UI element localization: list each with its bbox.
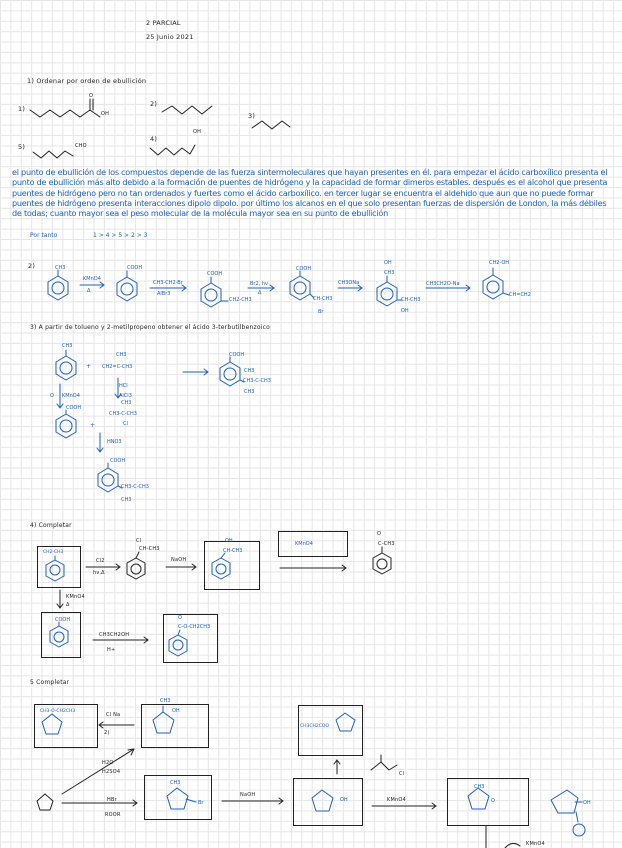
q5-ketone-ch3: CH3 (474, 784, 485, 790)
q3-reagent-hno3: HNO3 (107, 439, 122, 445)
page-date: 25 Junio 2021 (146, 33, 194, 41)
q2-br-label: Br (318, 309, 324, 315)
q2-reagent-ethylbromide: CH3-CH2-Br (153, 280, 183, 286)
boiling-order: 1 > 4 > 5 > 2 > 3 (93, 232, 148, 239)
q3-tbucl: CH3-C-CH3 (109, 411, 137, 417)
q3-tbu-label: CH3-C-CH3 (243, 378, 271, 384)
q5-oh-label: OH (172, 708, 180, 714)
q2-reagent-ch3ona: CH3ONa (338, 280, 360, 286)
q3-final-ch3: CH3 (121, 497, 132, 503)
q2-o-label: OH (401, 308, 409, 314)
page-title: 2 PARCIAL (146, 19, 181, 27)
q5-ether-label: CH3-O-CH2CH3 (40, 709, 76, 714)
question-4-prompt: 4) Completar (30, 522, 72, 529)
q5-reagent-roor: ROOR (105, 812, 121, 818)
q3-reagent-alcl3: AlCl3 (119, 393, 132, 399)
q3-cooh-label-2: COOH (66, 405, 82, 411)
q4-chch3-label-2: CH-CH3 (223, 548, 243, 554)
q5-br-label: Br (198, 800, 204, 806)
q2-reagent-ethoxide: CH3CH2O-Na (426, 281, 460, 287)
q3-ch3-label: CH3 (62, 343, 73, 349)
q4-reagent-hv: hν,Δ (93, 570, 105, 576)
q3-tbucl-cl: Cl (123, 421, 128, 427)
q2-reagent-kmno4: KMnO4 (83, 276, 101, 282)
carbonyl-o-label: O (89, 93, 94, 99)
q3-plus: + (86, 363, 92, 370)
q4-oh-label: OH (225, 538, 233, 544)
q5-oh-label-2: OH (340, 797, 348, 803)
compound-5-number: 5) (18, 143, 26, 151)
q2-chch3-label: CH-CH3 (313, 296, 333, 302)
compound-4-number: 4) (150, 135, 158, 143)
q2-oh-label: OH (384, 260, 392, 266)
compound-2-number: 2) (150, 100, 158, 108)
q2-ethyl-label: CH2-CH3 (229, 297, 252, 303)
q4-reagent-heat: Δ (66, 602, 70, 608)
q5-reagent-kmno4-2: KMnO4 (526, 841, 545, 847)
q5-ester-label: CH3CH2COO (300, 724, 330, 729)
q5-final-oh: OH (583, 800, 591, 806)
q3-alkene-top: CH3 (116, 352, 127, 358)
q2-reagent-heat-2: Δ (258, 290, 262, 296)
q3-tbucl-top: CH3 (121, 400, 132, 406)
q4-reagent-cl2: Cl2 (96, 558, 105, 564)
q4-chch3-label: CH-CH3 (139, 546, 160, 552)
q4-cl-label: Cl (136, 538, 142, 544)
q4-reagent-acid: H+ (107, 647, 116, 653)
q4-reagent-ethanol: CH3CH2OH (99, 632, 130, 638)
q4-reagent-kmno4-2: KMnO4 (66, 594, 85, 600)
q2-cooh-label-2: COOH (207, 271, 223, 277)
q4-ketone-label: C-CH3 (378, 541, 395, 547)
q2-ch-label: CH3 (384, 270, 395, 276)
q4-reagent-kmno4: KMnO4 (295, 541, 313, 547)
question-3-prompt: 3) A partir de tolueno y 2-metilpropeno obtener el ácido 3-terbutilbenzoico (30, 324, 270, 331)
q5-ch3-label: CH3 (160, 698, 171, 704)
q5-reagent-h2o: H2O (102, 760, 114, 766)
q3-plus-2: + (90, 422, 96, 429)
q4-ketone-o: O (377, 531, 382, 537)
question-2-number: 2) (28, 262, 36, 270)
q3-step-o: O (50, 393, 54, 399)
q3-final-cooh: COOH (110, 458, 126, 464)
q2-cooh-label: COOH (127, 265, 143, 271)
q5-reagent-hbr: HBr (107, 797, 117, 803)
question-1-prompt: 1) Ordenar por orden de ebullición (27, 77, 147, 85)
q3-alkene: CH2=C-CH3 (102, 364, 133, 370)
q5-acyl-cl: Cl (399, 771, 405, 777)
q2-reagent-br2: Br2, hν (250, 281, 268, 287)
q3-reagent-kmno4: KMnO4 (62, 393, 80, 399)
q2-reagent-heat: Δ (87, 288, 91, 294)
q3-final-tbu: CH3-C-CH3 (121, 484, 149, 490)
q3-tbu-bottom: CH3 (244, 389, 255, 395)
q3-tbu-top: CH3 (244, 368, 255, 374)
q5-reagent-1: Cl Na (106, 712, 121, 718)
q2-vinyl-label: CH=CH2 (509, 292, 531, 298)
q2-chch3-label-2: CH-CH3 (401, 297, 421, 303)
compound-1-number: 1) (18, 105, 26, 113)
q5-ketone-o: O (491, 798, 495, 804)
acid-oh-label: OH (101, 111, 110, 117)
q5-reagent-naoh: NaOH (240, 792, 256, 798)
q2-ch3-label: CH3 (55, 265, 66, 271)
q4-reagent-naoh: NaOH (171, 557, 187, 563)
compound-3-number: 3) (248, 112, 256, 120)
q4-ethyl-label: CH2-CH3 (43, 550, 64, 555)
q2-reagent-albr3: AlBr3 (157, 291, 171, 297)
q2-ch2oh-label: CH2-OH (489, 260, 510, 266)
q4-ester-label: C-O-CH2CH3 (178, 624, 211, 630)
q4-cooh-label: COOH (55, 617, 71, 623)
q5-reagent-h2so4: H2SO4 (102, 769, 121, 775)
question-5-prompt: 5 Completar (30, 679, 70, 686)
q5-reagent-kmno4: KMnO4 (387, 797, 406, 803)
q3-cooh-label: COOH (229, 352, 245, 358)
boiling-point-explanation: el punto de ebullición de los compuestos depende de las fuerza sintermoleculares que hayan presentes en él. para empezar el ácido carboxílico presenta el punto de ebullición más alto debido a la formación de puentes de hidrógeno y la capacidad de formar dimeros estables. después es el alcohol que presenta puentes de hidrógeno pero no tan ordenados y fuertes como el ácido carboxílico. en tercer lugar se encuentra el aldehido que aun que no puede formar puentes de hidrógeno presenta interacciones dipolo dipolo. por último los alcanos en el que solo presentan fuerzas de dispersión de London, la más débiles de todas; cuanto mayor sea el peso molecular de la molécula mayor sea en su punto de ebullición (12, 167, 608, 219)
q5-br-ch3: CH3 (170, 780, 181, 786)
alcohol-oh-label: OH (193, 129, 202, 135)
therefore-label: Por tanto (30, 232, 58, 239)
q3-reagent-hcl: HCl (119, 383, 128, 389)
q2-cooh-label-3: COOH (296, 266, 312, 272)
aldehyde-cho-label: CHO (75, 143, 87, 149)
q5-reagent-2: 2) (104, 730, 110, 736)
q4-ester-o: O (178, 615, 182, 621)
